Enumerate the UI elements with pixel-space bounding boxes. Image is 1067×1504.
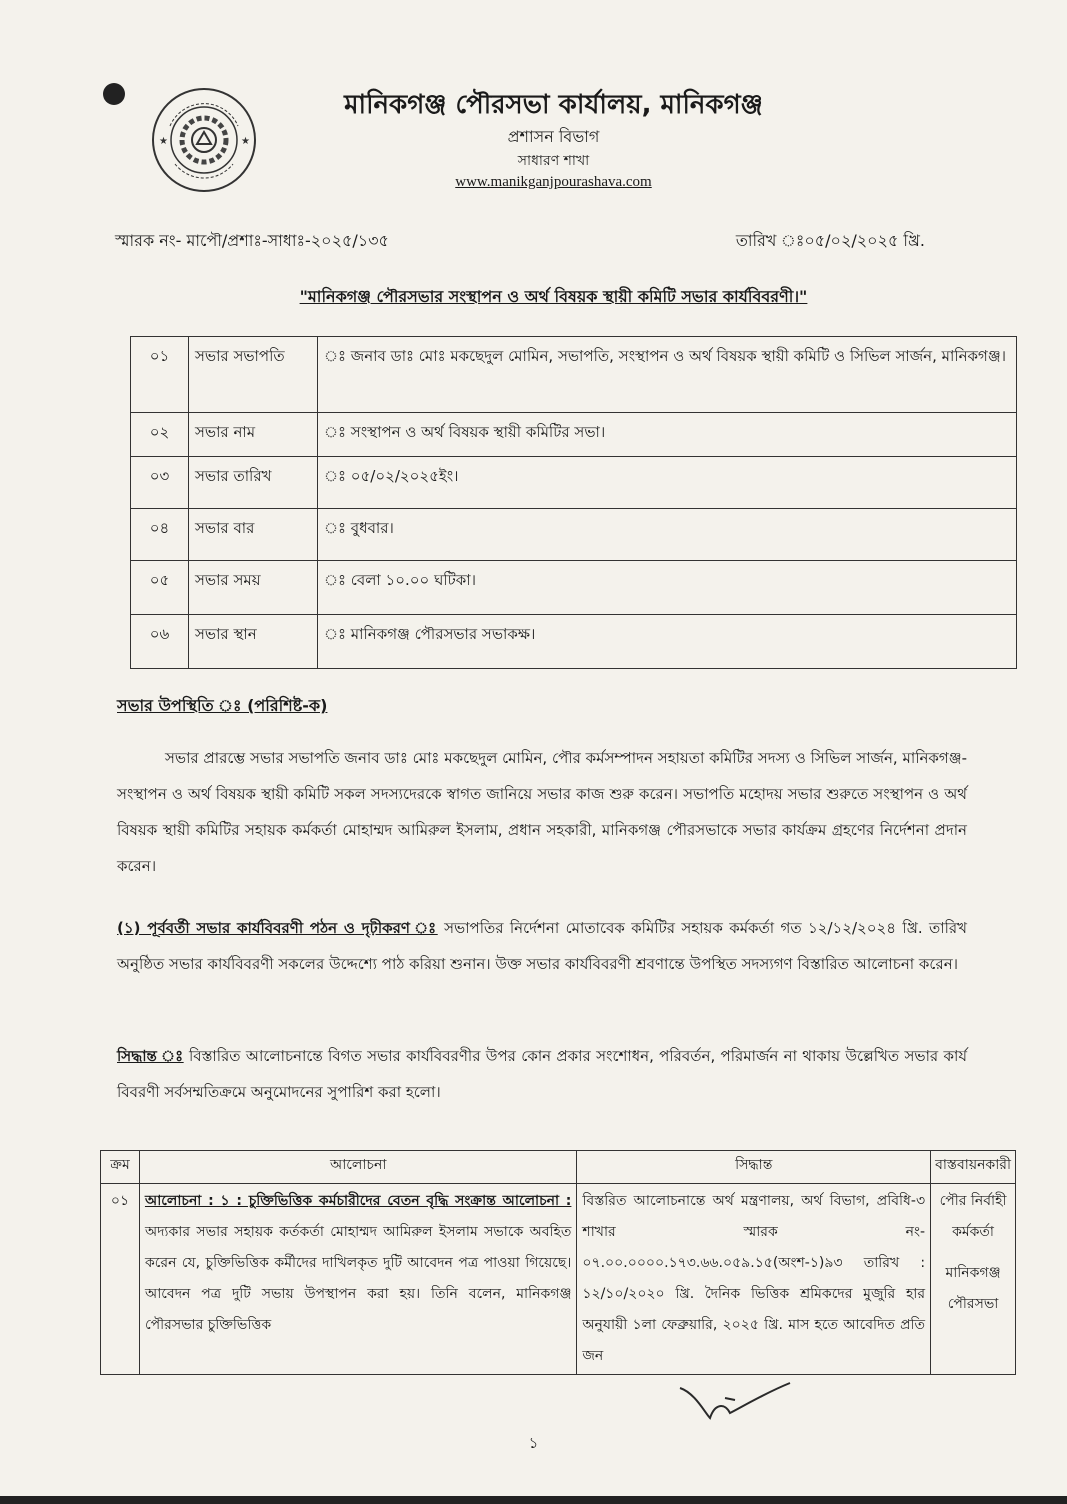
website-link[interactable]: www.manikganjpourashava.com bbox=[455, 174, 652, 190]
table-row bbox=[131, 561, 1017, 615]
discussion-text: অদ্যকার সভার সহায়ক কর্তকর্তা মোহাম্মদ আমিরুল ইসলাম সভাকে অবহিত করেন যে, চুক্তিভিত্তিক কর্মীদের দাখিলকৃত দুটি আবেদন পত্র পাওয়া গিয়েছে। আবেদন পত্র দুটি সভায় উপস্থাপন করা হয়। তিনি বলেন, মানিকগঞ্জ পৌরসভার চুক্তিভিত্তিক bbox=[144, 1224, 572, 1333]
row-label: সভার সভাপতি bbox=[189, 337, 318, 413]
row-number: ০৩ bbox=[131, 457, 189, 509]
item-1-title: (১) পূর্ববর্তী সভার কার্যবিবরণী পঠন ও দৃঢ়ীকরণ ঃ bbox=[117, 919, 438, 937]
decision-text: বিস্তারিত আলোচনান্তে বিগত সভার কার্যবিবরণীর উপর কোন প্রকার সংশোধন, পরিবর্তন, পরিমার্জন না থাকায় উল্লেখিত সভার কার্য বিবরণী সর্বসম্মতিক্রমে অনুমোদনের সুপারিশ করা হলো। bbox=[117, 1047, 967, 1101]
row-label: সভার বার bbox=[189, 509, 318, 561]
table-row bbox=[101, 1184, 1016, 1375]
svg-text:★: ★ bbox=[159, 136, 168, 147]
table-row bbox=[131, 615, 1017, 669]
signature-icon bbox=[675, 1368, 795, 1428]
bottom-edge-divider bbox=[0, 1496, 1067, 1504]
row-value: ঃ জনাব ডাঃ মোঃ মকছেদুল মোমিন, সভাপতি, সংস্থাপন ও অর্থ বিষয়ক স্থায়ী কমিটি ও সিভিল সার্জন, মানিকগঞ্জ। bbox=[318, 337, 1017, 413]
document-heading: "মানিকগঞ্জ পৌরসভার সংস্থাপন ও অর্থ বিষয়ক স্থায়ী কমিটি সভার কার্যবিবরণী।" bbox=[299, 287, 808, 306]
implementer-officer: পৌর নির্বাহী কর্মকর্তা bbox=[939, 1193, 1007, 1240]
table-row bbox=[131, 457, 1017, 509]
decision-title: সিদ্ধান্ত ঃ bbox=[117, 1047, 184, 1065]
discussion-title: আলোচনা : ১ : চুক্তিভিত্তিক কর্মচারীদের বেতন বৃদ্ধি সংক্রান্ত আলোচনা : bbox=[144, 1193, 572, 1209]
agenda-table bbox=[100, 1150, 1016, 1375]
table-header-row bbox=[101, 1151, 1016, 1184]
row-number: ০৪ bbox=[131, 509, 189, 561]
row-number: ০২ bbox=[131, 413, 189, 457]
implementer-municipality: মানিকগঞ্জ পৌরসভা bbox=[945, 1265, 1001, 1312]
row-value: ঃ ০৫/০২/২০২৫ইং। bbox=[318, 457, 1017, 509]
department-name: প্রশাসন বিভাগ bbox=[507, 127, 600, 146]
row-label: সভার স্থান bbox=[189, 615, 318, 669]
row-number: ০১ bbox=[131, 337, 189, 413]
table-row bbox=[131, 337, 1017, 413]
meeting-info-table bbox=[130, 336, 1017, 669]
header-discussion: আলোচনা bbox=[139, 1151, 576, 1184]
svg-text:★: ★ bbox=[241, 136, 250, 147]
discussion-cell bbox=[139, 1184, 576, 1375]
branch-name: সাধারণ শাখা bbox=[517, 153, 590, 169]
row-value: ঃ বেলা ১০.০০ ঘটিকা। bbox=[318, 561, 1017, 615]
row-value: ঃ সংস্থাপন ও অর্থ বিষয়ক স্থায়ী কমিটির সভা। bbox=[318, 413, 1017, 457]
header-decision: সিদ্ধান্ত bbox=[577, 1151, 931, 1184]
office-title: মানিকগঞ্জ পৌরসভা কার্যালয়, মানিকগঞ্জ bbox=[344, 90, 763, 120]
row-number: ০১ bbox=[101, 1184, 140, 1375]
table-row bbox=[131, 509, 1017, 561]
page-number: ১ bbox=[528, 1434, 539, 1452]
decision-cell: বিস্তরিত আলোচনান্তে অর্থ মন্ত্রণালয়, অর্থ বিভাগ, প্রবিধি-৩ শাখার স্মারক নং- ০৭.০০.০০০০.১৭৩.৬৬.০৫৯.১৫(অংশ-১)৯৩ তারিখ : ১২/১০/২০২০ খ্রি. দৈনিক ভিত্তিক শ্রমিকদের মুজুরি হার অনুযায়ী ১লা ফেব্রুয়ারি, ২০২৫ খ্রি. মাস হতে আবেদিত প্রতি জন bbox=[577, 1184, 931, 1375]
attendance-heading: সভার উপস্থিতি ঃ (পরিশিষ্ট-ক) bbox=[117, 696, 328, 715]
implementer-cell bbox=[931, 1184, 1016, 1375]
row-value: ঃ বুধবার। bbox=[318, 509, 1017, 561]
row-number: ০৫ bbox=[131, 561, 189, 615]
memo-number: স্মারক নং- মাপৌ/প্রশাঃ-সাধাঃ-২০২৫/১৩৫ bbox=[115, 231, 389, 250]
row-label: সভার নাম bbox=[189, 413, 318, 457]
item-1-paragraph bbox=[117, 910, 967, 982]
row-label: সভার সময় bbox=[189, 561, 318, 615]
row-label: সভার তারিখ bbox=[189, 457, 318, 509]
item-1-text: সভাপতির নির্দেশনা মোতাবেক কমিটির সহায়ক কর্মকর্তা গত ১২/১২/২০২৪ খ্রি. তারিখ অনুষ্ঠিত সভার কার্যবিবরণী সকলের উদ্দেশ্যে পাঠ করিয়া শুনান। উক্ত সভার কার্যবিবরণী শ্রবণান্তে উপস্থিত সদস্যগণ বিস্তারিত আলোচনা করেন। bbox=[117, 919, 967, 973]
row-value: ঃ মানিকগঞ্জ পৌরসভার সভাকক্ষ। bbox=[318, 615, 1017, 669]
header-implementer: বাস্তবায়নকারী bbox=[931, 1151, 1016, 1184]
memo-date: তারিখ ঃ০৫/০২/২০২৫ খ্রি. bbox=[735, 231, 925, 250]
header-serial: ক্রম bbox=[101, 1151, 140, 1184]
decision-paragraph bbox=[117, 1038, 967, 1110]
table-row bbox=[131, 413, 1017, 457]
intro-paragraph: সভার প্রারম্ভে সভার সভাপতি জনাব ডাঃ মোঃ মকছেদুল মোমিন, পৌর কর্মসম্পাদন সহায়তা কমিটির সদস্য ও সিভিল সার্জন, মানিকগঞ্জ- সংস্থাপন ও অর্থ বিষয়ক স্থায়ী কমিটি সকল সদস্যদেরকে স্বাগত জানিয়ে সভার কাজ শুরু করেন। সভাপতি মহোদয় সভার শুরুতে সংস্থাপন ও অর্থ বিষয়ক স্থায়ী কমিটির সহায়ক কর্মকর্তা মোহাম্মদ আমিরুল ইসলাম, প্রধান সহকারী, মানিকগঞ্জ পৌরসভাকে সভার কার্যক্রম গ্রহণের নির্দেশনা প্রদান করেন। bbox=[117, 749, 967, 875]
row-number: ০৬ bbox=[131, 615, 189, 669]
